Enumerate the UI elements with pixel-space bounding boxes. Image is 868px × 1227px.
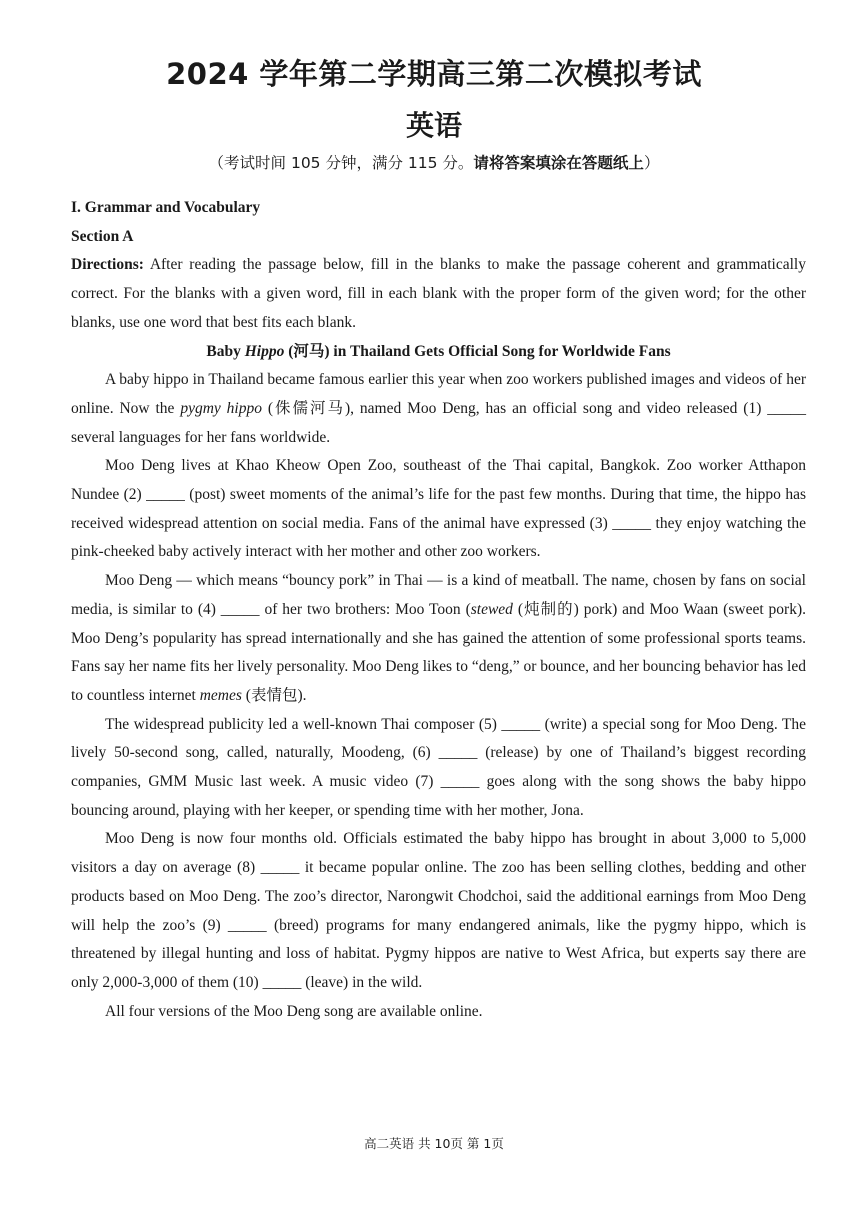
exam-note-end: ） bbox=[643, 154, 660, 172]
directions-text: After reading the passage below, fill in the blanks to make the passage coherent and grammatically correct. For the blanks with a given word, fill in each blank with the proper form of the given word; for the other blanks, use one word that best fits each blank. bbox=[71, 256, 806, 331]
paragraph-3 bbox=[71, 567, 806, 711]
passage-title bbox=[71, 338, 806, 367]
paragraph-3-text-c: (表情包). bbox=[241, 686, 307, 704]
part-heading: I. Grammar and Vocabulary bbox=[71, 199, 261, 216]
paragraph-2: Moo Deng lives at Khao Kheow Open Zoo, southeast of the Thai capital, Bangkok. Zoo worker Atthapon Nundee (2) _____ (post) sweet moments of the animal’s life for the past few months. During that time, the hippo has received widespread attention on social media. Fans of the animal have expressed (3) _____ they enjoy watching the pink-cheeked baby actively interact with her mother and other zoo workers. bbox=[71, 457, 806, 561]
exam-title: 2024 学年第二学期高三第二次模拟考试 bbox=[166, 57, 702, 91]
paragraph-3-text-a: Moo Deng — which means “bouncy pork” in Thai — is a kind of meatball. The name, chosen by fans on social media, is similar to (4) _____ of her two brothers: Moo Toon ( bbox=[71, 572, 806, 618]
paragraph-3-italic-1: stewed bbox=[470, 600, 513, 618]
exam-note-plain: （考试时间 105 分钟，满分 115 分。 bbox=[208, 154, 474, 172]
exam-instructions bbox=[0, 151, 868, 173]
paragraph-1-italic: pygmy hippo bbox=[180, 399, 262, 417]
passage-title-italic: Hippo bbox=[244, 342, 285, 360]
section-heading: Section A bbox=[71, 227, 134, 245]
paragraph-5: Moo Deng is now four months old. Officials estimated the baby hippo has brought in about 3,000 to 5,000 visitors a day on average (8) _____ it became popular online. The zoo has been selling clothes, bedding and other products based on Moo Deng. The zoo’s director, Narongwit Chodchoi, said the additional earnings from Moo Deng will help the zoo’s (9) _____ (breed) programs for many endangered animals, like the pygmy hippo, which is threatened by illegal hunting and loss of habitat. Pygmy hippos are native to West Africa, but experts say there are only 2,000-3,000 of them (10) _____ (leave) in the wild. bbox=[71, 830, 806, 991]
paragraph-1 bbox=[71, 366, 806, 452]
paragraph-4: The widespread publicity led a well-known Thai composer (5) _____ (write) a special song for Moo Deng. The lively 50-second song, called, naturally, Moodeng, (6) _____ (release) by one of Thailand’s biggest recording companies, GMM Music last week. A music video (7) _____ goes along with the song shows the baby hippo bouncing around, playing with her keeper, or spending time with her mother, Jona. bbox=[71, 715, 806, 819]
paragraph-6: All four versions of the Moo Deng song are available online. bbox=[105, 1002, 483, 1020]
passage-title-a: Baby bbox=[206, 342, 245, 360]
passage-title-b: (河马) in Thailand Gets Official Song for Worldwide Fans bbox=[284, 342, 671, 360]
directions bbox=[71, 251, 806, 337]
page-footer: 高二英语 共 10页 第 1页 bbox=[364, 1136, 504, 1151]
paragraph-1-text-a: A baby hippo in Thailand became famous earlier this year when zoo workers published images and videos of her online. Now the bbox=[71, 371, 806, 417]
section-content bbox=[71, 194, 806, 1026]
directions-label: Directions: bbox=[71, 256, 144, 274]
exam-note-bold: 请将答案填涂在答题纸上 bbox=[473, 154, 644, 172]
subject-title: 英语 bbox=[405, 109, 462, 142]
paragraph-3-italic-2: memes bbox=[199, 686, 242, 704]
paragraph-1-text-b: (侏儒河马), named Moo Deng, has an official song and video released (1) _____ several languages for her fans worldwide. bbox=[71, 399, 806, 446]
paragraph-3-text-b: (炖制的) pork) and Moo Waan (sweet pork). Moo Deng’s popularity has spread internationally and she has gained the attention of some professional sports teams. Fans say her name fits her lively personality. Moo Deng likes to “deng,” or bounce, and her bouncing behavior has led to countless internet bbox=[71, 600, 806, 704]
